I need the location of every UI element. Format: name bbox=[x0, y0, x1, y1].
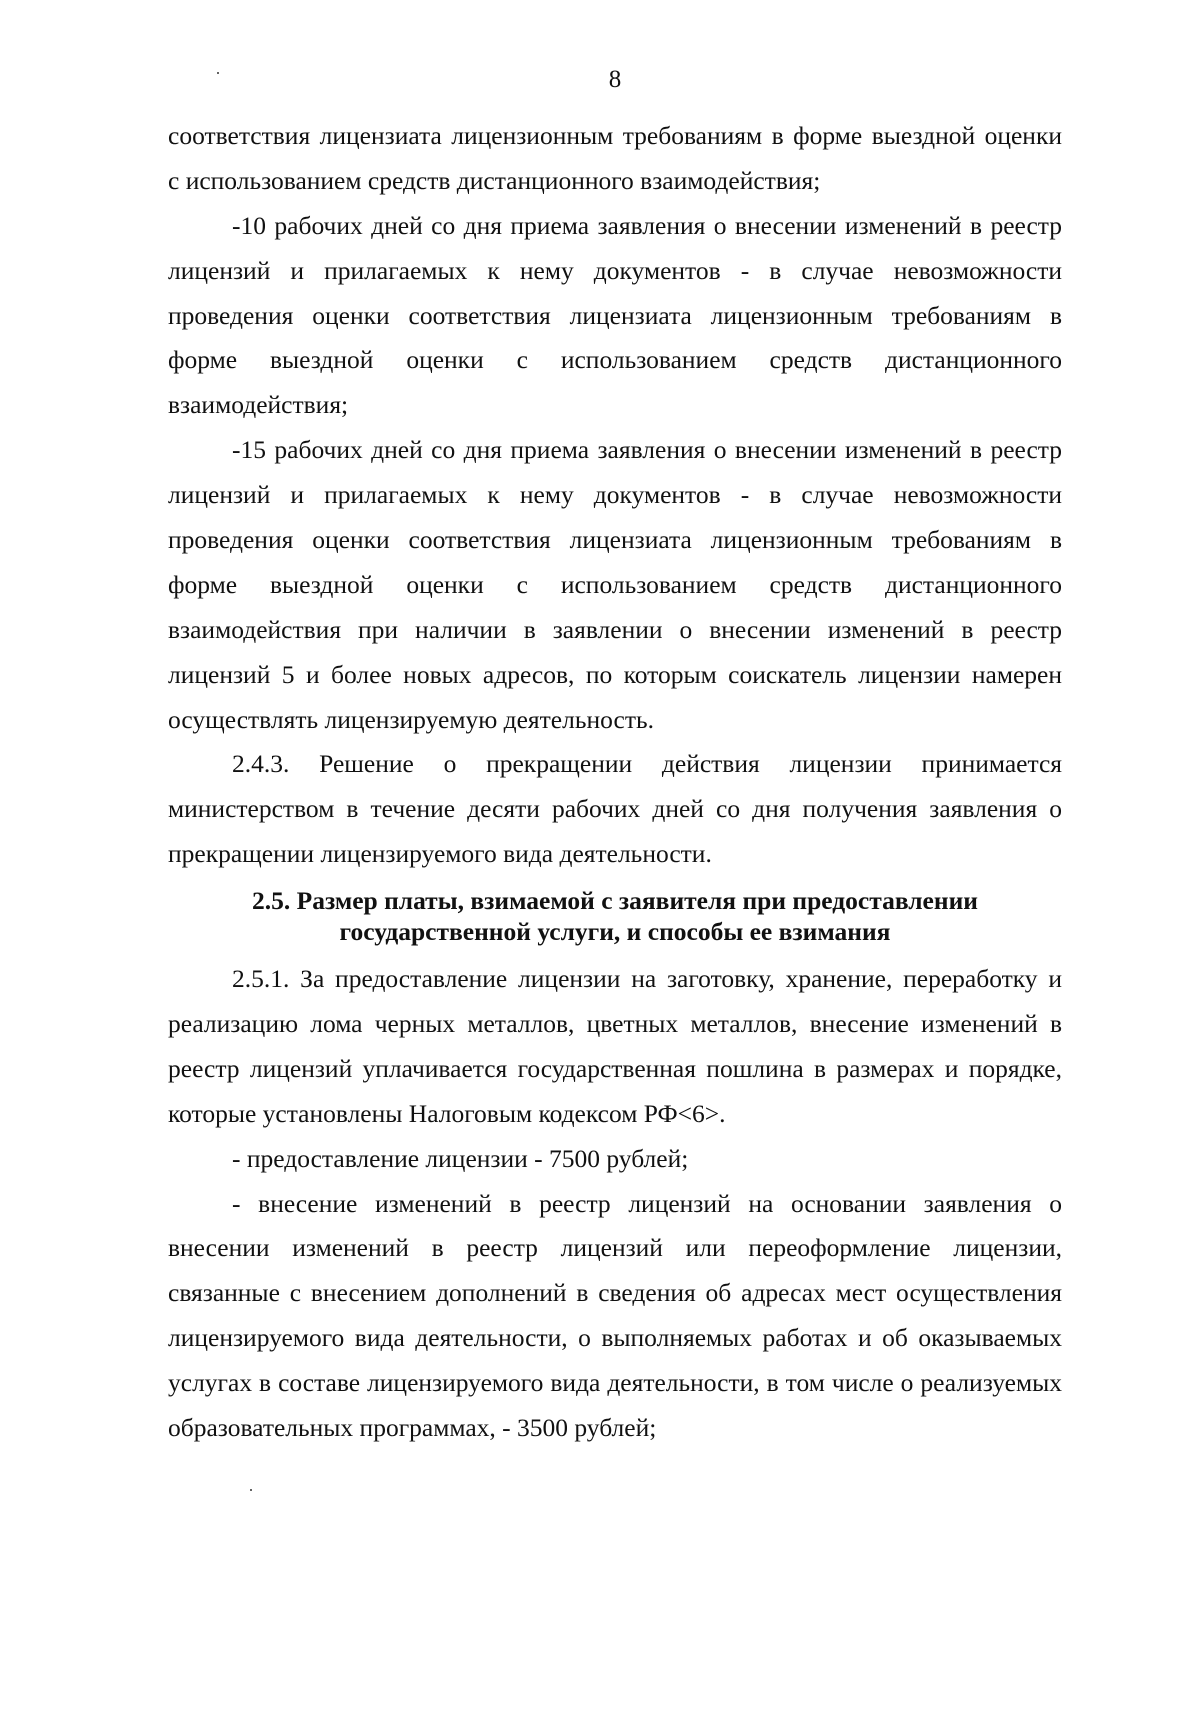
text-line: связанные с внесением дополнений в сведения об адресах мест осуществления bbox=[168, 1278, 1062, 1308]
text-line: лицензий и прилагаемых к нему документов - в случае невозможности bbox=[168, 480, 1062, 510]
text-line: с использованием средств дистанционного взаимодействия; bbox=[168, 165, 821, 195]
heading-line: 2.5. Размер платы, взимаемой с заявителя при предоставлении bbox=[252, 886, 978, 916]
paragraph bbox=[168, 204, 1062, 428]
text-line: министерством в течение десяти рабочих дней со дня получения заявления о bbox=[168, 794, 1062, 824]
page-number: 8 bbox=[608, 66, 622, 93]
text-line: - предоставление лицензии - 7500 рублей; bbox=[232, 1143, 689, 1173]
text-line: реализацию лома черных металлов, цветных металлов, внесение изменений в bbox=[168, 1009, 1062, 1039]
text-line: взаимодействия при наличии в заявлении о внесении изменений в реестр bbox=[168, 614, 1062, 644]
paragraph bbox=[168, 1182, 1062, 1451]
text-line: проведения оценки соответствия лицензиата лицензионным требованиям в bbox=[168, 300, 1062, 330]
paragraph bbox=[168, 742, 1062, 877]
text-line: -10 рабочих дней со дня приема заявления о внесении изменений в реестр bbox=[232, 210, 1062, 240]
text-line: лицензий 5 и более новых адресов, по которым соискатель лицензии намерен bbox=[168, 659, 1062, 689]
text-line: реестр лицензий уплачивается государственная пошлина в размерах и порядке, bbox=[168, 1053, 1062, 1083]
paragraph bbox=[168, 957, 1062, 1137]
text-line: взаимодействия; bbox=[168, 390, 349, 420]
paragraph bbox=[168, 1137, 1062, 1182]
text-line: осуществлять лицензируемую деятельность. bbox=[168, 704, 654, 734]
text-line: - внесение изменений в реестр лицензий на основании заявления о bbox=[232, 1188, 1062, 1218]
heading-line: государственной услуги, и способы ее взимания bbox=[339, 917, 891, 947]
text-line: прекращении лицензируемого вида деятельности. bbox=[168, 839, 712, 869]
text-line: услугах в составе лицензируемого вида деятельности, в том числе о реализуемых bbox=[168, 1368, 1062, 1398]
text-line: внесении изменений в реестр лицензий или переоформление лицензии, bbox=[168, 1233, 1062, 1263]
text-line: форме выездной оценки с использованием средств дистанционного bbox=[168, 569, 1062, 599]
text-line: 2.4.3. Решение о прекращении действия лицензии принимается bbox=[232, 749, 1062, 779]
text-line: -15 рабочих дней со дня приема заявления о внесении изменений в реестр bbox=[232, 435, 1062, 465]
text-line: лицензий и прилагаемых к нему документов - в случае невозможности bbox=[168, 255, 1062, 285]
text-line: образовательных программах, - 3500 рублей; bbox=[168, 1413, 657, 1443]
paragraph bbox=[168, 114, 1062, 204]
scan-speck bbox=[250, 1489, 252, 1491]
text-line: соответствия лицензиата лицензионным требованиям в форме выездной оценки bbox=[168, 121, 1062, 150]
text-line: 2.5.1. За предоставление лицензии на заготовку, хранение, переработку и bbox=[232, 964, 1062, 994]
section-heading bbox=[168, 885, 1062, 947]
text-line: лицензируемого вида деятельности, о выполняемых работах и об оказываемых bbox=[168, 1323, 1062, 1353]
text-line: проведения оценки соответствия лицензиата лицензионным требованиям в bbox=[168, 525, 1062, 555]
paragraph bbox=[168, 428, 1062, 742]
text-line: которые установлены Налоговым кодексом РФ<6>. bbox=[168, 1098, 726, 1128]
text-line: форме выездной оценки с использованием средств дистанционного bbox=[168, 345, 1062, 375]
document-body bbox=[168, 114, 1062, 1451]
